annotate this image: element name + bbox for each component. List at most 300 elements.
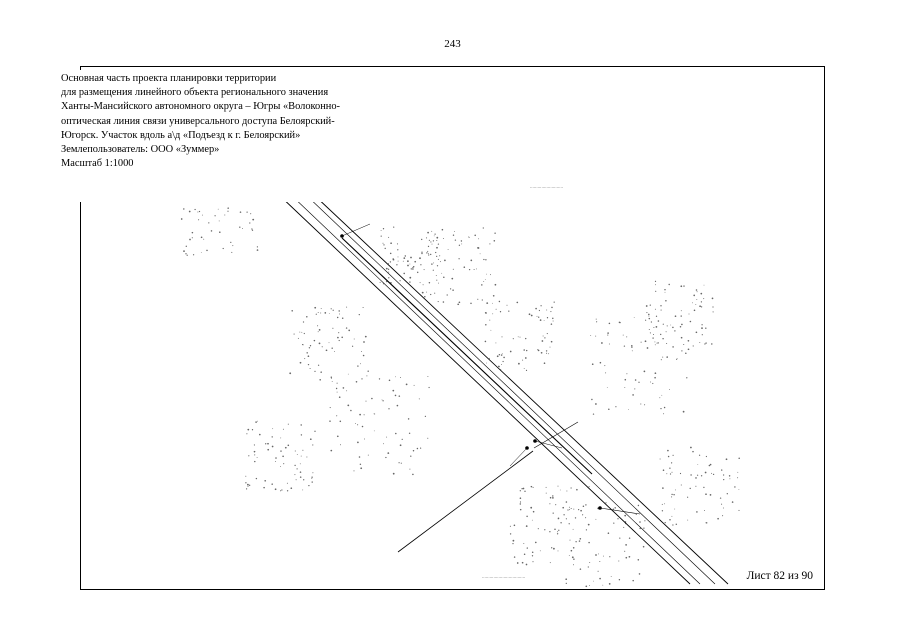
terrain-dot — [652, 383, 653, 384]
terrain-dot — [300, 424, 301, 425]
terrain-dot — [299, 332, 300, 333]
terrain-dot — [632, 394, 634, 396]
terrain-dot — [382, 400, 383, 401]
terrain-dot — [550, 562, 551, 563]
terrain-dot — [697, 291, 698, 292]
terrain-dot — [641, 342, 642, 343]
terrain-dot — [552, 318, 553, 319]
terrain-dot — [469, 237, 470, 238]
control-points — [340, 234, 602, 510]
terrain-dot — [495, 342, 496, 343]
terrain-dot — [701, 327, 703, 329]
terrain-dot — [664, 503, 665, 504]
terrain-dot — [562, 507, 564, 509]
terrain-dot — [438, 283, 439, 284]
terrain-dot — [431, 263, 432, 264]
terrain-dot — [659, 397, 660, 398]
terrain-dot — [532, 561, 533, 562]
terrain-dot — [311, 478, 312, 479]
terrain-dot — [689, 314, 690, 315]
terrain-dot — [312, 472, 313, 473]
terrain-dot — [550, 497, 552, 499]
terrain-dot — [638, 382, 639, 383]
terrain-dot — [548, 353, 549, 354]
terrain-dot — [395, 395, 397, 397]
terrain-dot — [428, 253, 429, 254]
terrain-dot — [296, 479, 297, 480]
terrain-dot — [442, 229, 444, 231]
terrain-dot — [675, 489, 676, 490]
terrain-dot — [309, 347, 310, 348]
terrain-dot — [589, 486, 590, 487]
terrain-dot — [671, 496, 672, 497]
terrain-dot — [532, 551, 534, 553]
terrain-dot — [520, 490, 521, 491]
terrain-dot — [664, 407, 666, 409]
terrain-dot — [297, 468, 298, 469]
terrain-dot — [546, 487, 547, 488]
terrain-dot — [685, 353, 687, 355]
terrain-dot — [667, 325, 668, 326]
corridor-line-2 — [290, 194, 700, 584]
terrain-dot — [595, 403, 597, 405]
terrain-dot — [340, 444, 341, 445]
terrain-dot — [631, 345, 632, 346]
terrain-dot — [533, 511, 535, 513]
terrain-dot — [681, 484, 682, 485]
terrain-dot — [674, 330, 675, 331]
terrain-dot — [538, 350, 540, 352]
terrain-dot — [183, 250, 185, 252]
terrain-dot — [634, 317, 635, 318]
terrain-dot — [353, 470, 354, 471]
terrain-dot — [318, 365, 319, 366]
terrain-dot — [646, 305, 648, 307]
terrain-dot — [340, 421, 342, 423]
terrain-dot — [624, 515, 626, 517]
terrain-dot — [409, 433, 410, 434]
terrain-dot — [483, 227, 484, 228]
terrain-dot — [310, 345, 311, 346]
terrain-dot — [573, 564, 574, 565]
terrain-dot — [403, 257, 405, 259]
terrain-dot — [726, 458, 728, 460]
terrain-dot — [267, 443, 269, 445]
terrain-dot — [538, 528, 539, 529]
terrain-dot — [525, 357, 527, 359]
terrain-dot — [680, 326, 682, 328]
terrain-dot — [337, 317, 338, 318]
title-line-5: Югорск. Участок вдоль а\д «Подъезд к г. Белоярский» — [61, 129, 301, 141]
terrain-dot — [712, 298, 714, 300]
terrain-dot — [388, 408, 389, 409]
terrain-dot — [690, 474, 691, 475]
terrain-dot — [644, 404, 645, 405]
terrain-dot — [738, 510, 739, 511]
terrain-dot — [527, 547, 528, 548]
terrain-dot — [522, 562, 524, 564]
terrain-dot — [634, 388, 635, 389]
terrain-dot — [326, 349, 328, 351]
terrain-dot — [300, 362, 302, 364]
terrain-dot — [428, 387, 429, 388]
terrain-dot — [699, 305, 701, 307]
page-number: 243 — [444, 38, 461, 50]
title-line-1: Основная часть проекта планировки территории — [61, 73, 277, 84]
terrain-dot — [578, 509, 579, 510]
terrain-dot — [390, 261, 391, 262]
terrain-dot — [397, 405, 399, 407]
terrain-dot — [619, 538, 620, 539]
terrain-dot — [625, 379, 627, 381]
terrain-dot — [272, 436, 273, 437]
terrain-dot — [500, 311, 501, 312]
terrain-dot — [656, 316, 657, 317]
terrain-dot — [436, 280, 437, 281]
terrain-dot — [555, 504, 556, 505]
terrain-dot — [203, 239, 204, 240]
terrain-dot — [329, 420, 331, 422]
terrain-dot — [411, 268, 412, 269]
terrain-dot — [350, 410, 352, 412]
terrain-dot — [524, 553, 526, 555]
terrain-dot — [617, 518, 618, 519]
terrain-dot — [464, 266, 466, 268]
terrain-dot — [501, 364, 502, 365]
terrain-dot — [657, 343, 658, 344]
terrain-dot — [523, 543, 524, 544]
terrain-dot — [252, 219, 254, 221]
terrain-dot — [571, 550, 573, 552]
terrain-dot — [483, 259, 484, 260]
terrain-dot — [544, 337, 545, 338]
terrain-dot — [591, 399, 592, 400]
terrain-dot — [651, 321, 652, 322]
terrain-dot — [356, 381, 358, 383]
terrain-dot — [723, 479, 724, 480]
terrain-dot — [510, 526, 511, 527]
terrain-dot — [389, 380, 391, 382]
terrain-dot — [483, 281, 484, 282]
terrain-dot — [427, 251, 428, 252]
terrain-dot — [287, 483, 288, 484]
terrain-dot — [688, 348, 690, 350]
terrain-dot — [428, 254, 429, 255]
terrain-dot — [300, 476, 302, 478]
terrain-dot — [486, 274, 487, 275]
terrain-dot — [575, 541, 576, 542]
terrain-dot — [701, 306, 702, 307]
terrain-dot — [701, 324, 702, 325]
terrain-dot — [218, 209, 219, 210]
terrain-dot — [671, 516, 672, 517]
control-point-1 — [340, 234, 344, 238]
terrain-dot — [357, 365, 358, 366]
terrain-dot — [257, 457, 258, 458]
terrain-dot — [259, 434, 261, 436]
terrain-dot — [334, 351, 335, 352]
terrain-dot — [444, 260, 446, 262]
terrain-dot — [681, 315, 682, 316]
terrain-dot — [607, 335, 608, 336]
terrain-dot — [304, 358, 305, 359]
terrain-dot — [697, 475, 698, 476]
terrain-dot — [647, 347, 649, 349]
terrain-dot — [432, 244, 433, 245]
terrain-dot — [246, 211, 247, 212]
terrain-dot — [607, 387, 608, 388]
terrain-dot — [645, 320, 646, 321]
terrain-dot — [437, 265, 438, 266]
terrain-dot — [453, 269, 454, 270]
terrain-dot — [363, 307, 364, 308]
terrain-dot — [421, 252, 422, 253]
terrain-dot — [452, 289, 454, 291]
terrain-dot — [383, 443, 384, 444]
terrain-dot — [393, 473, 395, 475]
title-line-7: Масштаб 1:1000 — [61, 158, 134, 170]
terrain-dot — [624, 345, 625, 346]
terrain-dot — [422, 292, 424, 294]
terrain-dot — [677, 358, 678, 359]
terrain-dot — [655, 372, 657, 374]
terrain-dot — [441, 273, 442, 274]
terrain-dot — [524, 491, 525, 492]
terrain-dot — [257, 249, 259, 251]
terrain-dot — [246, 488, 247, 489]
terrain-dot — [572, 556, 574, 558]
terrain-dot — [249, 222, 250, 223]
terrain-dot — [308, 364, 309, 365]
terrain-dot — [477, 299, 478, 300]
terrain-dot — [407, 260, 409, 262]
terrain-dot — [461, 240, 462, 241]
terrain-dot — [314, 371, 315, 372]
terrain-dot — [231, 252, 232, 253]
terrain-dot — [670, 473, 671, 474]
terrain-dot — [476, 268, 477, 269]
terrain-dot — [710, 494, 712, 496]
terrain-dot — [660, 334, 661, 335]
terrain-dot — [729, 475, 730, 476]
terrain-dot — [558, 518, 559, 519]
terrain-dot — [734, 486, 735, 487]
terrain-dot — [635, 379, 637, 381]
terrain-dot — [671, 494, 672, 495]
terrain-dot — [585, 517, 586, 518]
terrain-dot — [485, 279, 486, 280]
terrain-dot — [481, 284, 483, 286]
terrain-dot — [537, 316, 538, 317]
terrain-dot — [520, 497, 522, 499]
terrain-dot — [459, 245, 460, 246]
terrain-dot — [336, 415, 337, 416]
terrain-dot — [424, 269, 425, 270]
terrain-dot — [569, 540, 570, 541]
terrain-dot — [526, 525, 528, 527]
terrain-dot — [406, 384, 408, 386]
title-line-6: Землепользователь: ООО «Зуммер» — [61, 144, 220, 156]
terrain-dot — [544, 529, 545, 530]
terrain-dot — [420, 264, 421, 265]
terrain-dot — [275, 461, 276, 462]
terrain-dot — [227, 211, 228, 212]
terrain-dot — [603, 556, 604, 557]
terrain-dot — [672, 327, 674, 329]
terrain-dot — [595, 336, 596, 337]
terrain-dot — [513, 540, 515, 542]
terrain-dot — [544, 320, 545, 321]
terrain-dot — [201, 236, 203, 238]
terrain-dot — [395, 376, 396, 377]
terrain-dot — [666, 331, 667, 332]
terrain-dot — [304, 333, 305, 334]
terrain-dot — [663, 413, 664, 414]
terrain-dot — [727, 493, 728, 494]
terrain-dot — [546, 350, 547, 351]
terrain-dot — [514, 556, 515, 557]
terrain-dot — [275, 488, 277, 490]
terrain-dot — [681, 324, 683, 326]
terrain-dot — [392, 390, 394, 392]
terrain-dot — [560, 522, 561, 523]
terrain-dot — [223, 248, 224, 249]
terrain-dot — [359, 456, 361, 458]
terrain-dot — [681, 337, 683, 339]
terrain-dot — [695, 486, 696, 487]
terrain-dot — [397, 243, 398, 244]
terrain-dot — [526, 370, 527, 371]
terrain-dot — [365, 401, 366, 402]
terrain-dot — [453, 235, 454, 236]
terrain-dot — [687, 520, 688, 521]
terrain-dot — [661, 359, 662, 360]
terrain-dot — [696, 331, 698, 333]
terrain-dot — [388, 237, 389, 238]
terrain-dot — [501, 336, 502, 337]
terrain-dot — [332, 381, 333, 382]
terrain-dot — [181, 218, 183, 220]
terrain-dot — [650, 382, 651, 383]
terrain-dot — [393, 226, 394, 227]
terrain-dot — [549, 531, 550, 532]
terrain-dot — [303, 321, 304, 322]
terrain-dot — [364, 414, 365, 415]
terrain-dot — [366, 375, 367, 376]
terrain-dot — [364, 439, 365, 440]
terrain-dot — [588, 542, 589, 543]
terrain-dot — [704, 285, 705, 286]
terrain-dot — [330, 450, 332, 452]
terrain-dot — [420, 282, 421, 283]
terrain-dot — [563, 514, 564, 515]
terrain-dot — [650, 304, 651, 305]
terrain-dot — [424, 296, 425, 297]
terrain-dot — [197, 212, 198, 213]
terrain-dot — [503, 357, 505, 359]
title-line-3: Ханты-Мансийского автономного округа – Югры «Волоконно- — [61, 101, 341, 113]
terrain-dot — [611, 576, 612, 577]
terrain-dot — [430, 294, 431, 295]
terrain-dot — [443, 238, 444, 239]
terrain-dot — [639, 521, 641, 523]
terrain-dot — [497, 355, 499, 357]
terrain-dot — [455, 239, 456, 240]
terrain-dot — [645, 340, 647, 342]
terrain-dot — [354, 339, 355, 340]
terrain-dot — [405, 255, 406, 256]
terrain-dot — [518, 336, 519, 337]
terrain-dot — [535, 542, 537, 544]
terrain-dot — [629, 537, 630, 538]
terrain-dot — [566, 501, 568, 503]
terrain-dot — [552, 497, 554, 499]
terrain-dot — [540, 319, 542, 321]
terrain-dot — [439, 255, 440, 256]
terrain-dot — [595, 554, 597, 556]
terrain-dot — [609, 323, 611, 325]
terrain-dot — [699, 455, 700, 456]
terrain-dot — [412, 474, 414, 476]
terrain-dot — [510, 533, 511, 534]
terrain-dot — [337, 392, 338, 393]
terrain-dot — [421, 253, 422, 254]
terrain-dot — [390, 242, 392, 244]
terrain-dot — [649, 318, 650, 319]
terrain-dot — [546, 353, 547, 354]
control-point-4 — [598, 506, 602, 510]
terrain-dot — [263, 487, 265, 489]
terrain-dot — [310, 368, 311, 369]
terrain-dot — [551, 341, 553, 343]
terrain-dot — [508, 310, 509, 311]
terrain-dot — [704, 343, 705, 344]
terrain-dot — [654, 341, 655, 342]
terrain-dot — [291, 310, 293, 312]
terrain-dot — [546, 310, 547, 311]
control-point-3 — [525, 446, 529, 450]
terrain-dot — [661, 310, 662, 311]
terrain-dot — [433, 262, 434, 263]
terrain-dot — [681, 310, 682, 311]
terrain-dot — [247, 484, 249, 486]
terrain-dot — [723, 508, 724, 509]
terrain-dot — [374, 430, 375, 431]
terrain-dot — [251, 228, 252, 229]
terrain-dot — [690, 488, 691, 489]
terrain-dot — [224, 215, 225, 216]
terrain-dot — [569, 509, 570, 510]
corridor-line-1 — [278, 194, 690, 584]
terrain-dot — [257, 421, 258, 422]
terrain-dot — [346, 327, 347, 328]
terrain-dot — [219, 231, 221, 233]
terrain-dot — [489, 243, 490, 244]
terrain-dot — [619, 322, 620, 323]
terrain-dot — [535, 308, 537, 310]
terrain-dot — [644, 371, 646, 373]
terrain-dot — [703, 298, 704, 299]
terrain-dot — [338, 310, 339, 311]
terrain-dot — [704, 510, 705, 511]
terrain-dot — [655, 284, 656, 285]
terrain-dot — [711, 343, 712, 344]
terrain-dot — [306, 316, 308, 318]
terrain-dot — [618, 560, 619, 561]
terrain-dot — [687, 497, 688, 498]
terrain-dot — [628, 409, 629, 410]
terrain-dot — [264, 480, 266, 482]
